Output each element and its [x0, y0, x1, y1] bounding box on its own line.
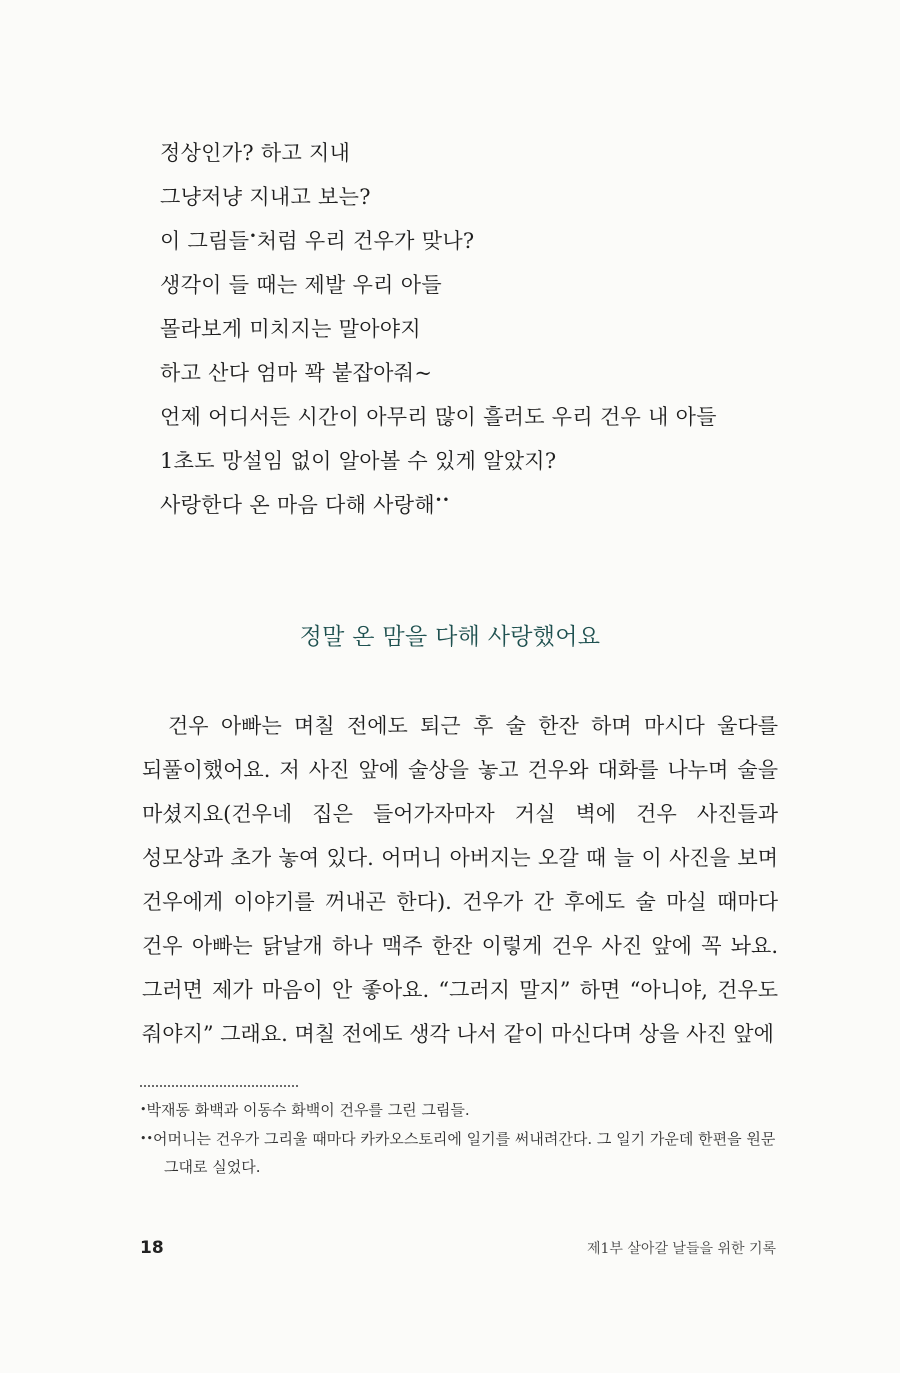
footnote-text: 박재동 화백과 이동수 화백이 건우를 그린 그림들.	[146, 1101, 470, 1119]
footnote-divider	[140, 1085, 298, 1087]
footnote-2	[140, 1125, 804, 1181]
footnote-mark: •	[140, 1103, 147, 1116]
footnote-mark: ••	[140, 1132, 153, 1145]
poem-line: 몰라보게 미치지는 말아야지	[160, 317, 421, 341]
footnote-text: 어머니는 건우가 그리울 때마다 카카오스토리에 일기를 써내려간다. 그 일기 가운데 한편을 원문 그대로 실었다.	[152, 1130, 776, 1176]
poem-line	[160, 483, 800, 527]
footnote-ref-1: •	[249, 229, 257, 243]
section-title: 정말 온 맘을 다해 사랑했어요	[299, 624, 601, 650]
poem-line-text: 사랑한다 온 마음 다해 사랑해	[160, 493, 435, 517]
poem-line: 정상인가? 하고 지내	[160, 141, 351, 165]
body-paragraph: 건우 아빠는 며칠 전에도 퇴근 후 술 한잔 하며 마시다 울다를 되풀이했어요. 저 사진 앞에 술상을 놓고 건우와 대화를 나누며 술을 마셨지요(건우네 집은 들어가자마자 거실 벽에 건우 사진들과 성모상과 초가 놓여 있다. 어머니 아버지는 오갈 때 늘 이 사진을 보며 건우에게 이야기를 꺼내곤 한다). 건우가 간 후에도 술 마실 때마다 건우 아빠는 닭날개 하나 맥주 한잔 이렇게 건우 사진 앞에 꼭 놔요. 그러면 제가 마음이 안 좋아요. “그러지 말지” 하면 “아니야, 건우도 줘야지” 그래요. 며칠 전에도 생각 나서 같이 마신다며 상을 사진 앞에	[142, 714, 778, 1046]
poem-line: 생각이 들 때는 제발 우리 아들	[160, 273, 442, 297]
poem-line: 언제 어디서든 시간이 아무리 많이 흘러도 우리 건우 내 아들	[160, 405, 717, 429]
running-title: 제1부 살아갈 날들을 위한 기록	[587, 1241, 776, 1257]
poem-line	[160, 219, 800, 263]
poem-line: 하고 산다 엄마 꽉 붙잡아줘~	[160, 361, 433, 385]
footnote-1	[140, 1096, 800, 1124]
poem-line: 그냥저냥 지내고 보는?	[160, 185, 371, 209]
poem-line-text: 이 그림들	[160, 229, 250, 253]
poem-line-text: 처럼 우리 건우가 맞나?	[256, 229, 475, 253]
footnote-ref-2: ••	[434, 493, 450, 507]
page-number: 18	[140, 1238, 164, 1258]
poem	[160, 131, 800, 527]
poem-line: 1초도 망설임 없이 알아볼 수 있게 알았지?	[160, 449, 557, 473]
